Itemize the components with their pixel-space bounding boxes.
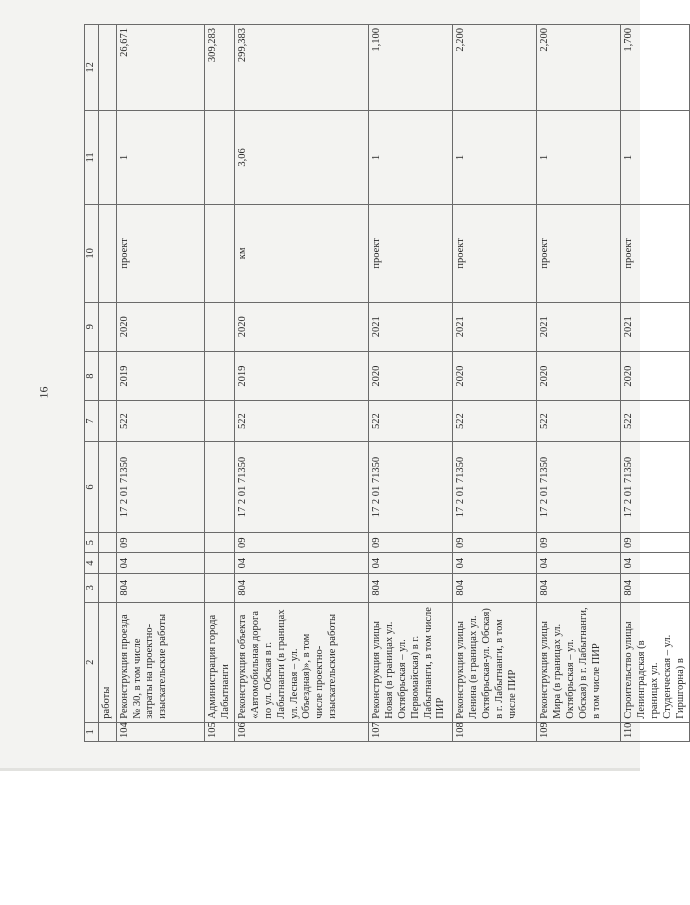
amount-cell: 2,200 <box>453 25 537 111</box>
row-number: 110 <box>621 722 690 741</box>
header-cell: 11 <box>85 110 99 204</box>
header-cell: 9 <box>85 302 99 351</box>
subsection-cell: 09 <box>369 533 453 553</box>
scan-edge <box>0 768 640 771</box>
section-cell <box>99 553 117 573</box>
target-item-cell: 17 2 01 71350 <box>453 441 537 532</box>
amount-cell <box>99 25 117 111</box>
code-cell: 804 <box>235 573 369 602</box>
start-year: 2020 <box>369 351 453 400</box>
table-row <box>537 25 621 742</box>
code-cell: 804 <box>369 573 453 602</box>
target-item-cell <box>204 441 235 532</box>
unit-cell <box>204 205 235 303</box>
expense-type-cell: 522 <box>235 401 369 442</box>
header-cell: 7 <box>85 401 99 442</box>
header-cell: 4 <box>85 553 99 573</box>
target-item-cell: 17 2 01 71350 <box>116 441 204 532</box>
start-year: 2020 <box>537 351 621 400</box>
subsection-cell <box>204 533 235 553</box>
table-row <box>621 25 690 742</box>
target-item-cell: 17 2 01 71350 <box>235 441 369 532</box>
quantity-cell: 1 <box>621 110 690 204</box>
header-cell: 6 <box>85 441 99 532</box>
unit-cell: проект <box>369 205 453 303</box>
row-number: 109 <box>537 722 621 741</box>
rotated-table-container <box>84 24 686 742</box>
row-number <box>99 722 117 741</box>
header-cell: 12 <box>85 25 99 111</box>
expense-type-cell: 522 <box>621 401 690 442</box>
header-cell: 2 <box>85 602 99 722</box>
code-cell: 804 <box>116 573 204 602</box>
item-name: работы <box>99 602 117 722</box>
row-number: 108 <box>453 722 537 741</box>
item-name: Реконструкция объекта «Автомобильная дорога по ул. Обская в г. Лабытнанги (в границах ул. Лесная – ул. Объездная)», в том числе проектно-изыскательские работы <box>235 602 369 722</box>
code-cell: 804 <box>453 573 537 602</box>
section-cell: 04 <box>453 553 537 573</box>
row-number: 104 <box>116 722 204 741</box>
item-name: Администрация города Лабытнанги <box>204 602 235 722</box>
row-number: 106 <box>235 722 369 741</box>
table-header-row <box>85 25 99 742</box>
item-name: Строительство улицы Ленинградская (в границах ул. Студенческая – ул. Гиршгорна) в <box>621 602 690 722</box>
page-number: 16 <box>36 386 51 399</box>
table-row <box>453 25 537 742</box>
code-cell: 804 <box>537 573 621 602</box>
quantity-cell: 1 <box>116 110 204 204</box>
expense-type-cell <box>99 401 117 442</box>
row-number: 107 <box>369 722 453 741</box>
header-cell: 3 <box>85 573 99 602</box>
start-year: 2020 <box>453 351 537 400</box>
unit-cell: проект <box>116 205 204 303</box>
item-name: Реконструкция улицы Мира (в границах ул. Октябрьская – ул. Обская) в г. Лабытнанги, в том числе ПИР <box>537 602 621 722</box>
section-cell: 04 <box>116 553 204 573</box>
start-year <box>99 351 117 400</box>
expense-type-cell: 522 <box>537 401 621 442</box>
header-cell: 8 <box>85 351 99 400</box>
end-year: 2021 <box>369 302 453 351</box>
section-cell: 04 <box>235 553 369 573</box>
item-name: Реконструкция улицы Ленина (в границах ул. Октябрьская-ул. Обская) в г. Лабытнанги, в том числе ПИР <box>453 602 537 722</box>
quantity-cell <box>99 110 117 204</box>
unit-cell: проект <box>621 205 690 303</box>
subsection-cell: 09 <box>453 533 537 553</box>
table-row <box>204 25 235 742</box>
amount-cell: 2,200 <box>537 25 621 111</box>
amount-cell: 1,100 <box>369 25 453 111</box>
unit-cell: проект <box>453 205 537 303</box>
header-cell: 1 <box>85 722 99 741</box>
amount-cell: 299,383 <box>235 25 369 111</box>
subsection-cell: 09 <box>116 533 204 553</box>
start-year <box>204 351 235 400</box>
quantity-cell: 1 <box>537 110 621 204</box>
section-cell: 04 <box>537 553 621 573</box>
header-cell: 5 <box>85 533 99 553</box>
section-cell: 04 <box>621 553 690 573</box>
end-year: 2021 <box>621 302 690 351</box>
expense-type-cell: 522 <box>369 401 453 442</box>
unit-cell: проект <box>537 205 621 303</box>
item-name: Реконструкция проезда № 30, в том числе затраты на проектно-изыскательские работы <box>116 602 204 722</box>
code-cell <box>204 573 235 602</box>
section-cell <box>204 553 235 573</box>
target-item-cell: 17 2 01 71350 <box>621 441 690 532</box>
end-year: 2020 <box>235 302 369 351</box>
expense-type-cell <box>204 401 235 442</box>
subsection-cell <box>99 533 117 553</box>
end-year <box>99 302 117 351</box>
table-row <box>235 25 369 742</box>
subsection-cell: 09 <box>537 533 621 553</box>
code-cell <box>99 573 117 602</box>
quantity-cell: 1 <box>453 110 537 204</box>
code-cell: 804 <box>621 573 690 602</box>
start-year: 2019 <box>116 351 204 400</box>
target-item-cell: 17 2 01 71350 <box>369 441 453 532</box>
quantity-cell <box>204 110 235 204</box>
amount-cell: 1,700 <box>621 25 690 111</box>
target-item-cell: 17 2 01 71350 <box>537 441 621 532</box>
header-cell: 10 <box>85 205 99 303</box>
quantity-cell: 1 <box>369 110 453 204</box>
end-year <box>204 302 235 351</box>
unit-cell <box>99 205 117 303</box>
item-name: Реконструкция улицы Новая (в границах ул. Октябрьская – ул. Первомайская) в г. Лабытнанги, в том числе ПИР <box>369 602 453 722</box>
end-year: 2021 <box>453 302 537 351</box>
end-year: 2020 <box>116 302 204 351</box>
amount-cell: 309,283 <box>204 25 235 111</box>
subsection-cell: 09 <box>621 533 690 553</box>
start-year: 2020 <box>621 351 690 400</box>
end-year: 2021 <box>537 302 621 351</box>
table-row <box>116 25 204 742</box>
unit-cell: км <box>235 205 369 303</box>
table-row <box>99 25 117 742</box>
budget-table <box>84 24 690 742</box>
expense-type-cell: 522 <box>116 401 204 442</box>
start-year: 2019 <box>235 351 369 400</box>
amount-cell: 26,671 <box>116 25 204 111</box>
subsection-cell: 09 <box>235 533 369 553</box>
row-number: 105 <box>204 722 235 741</box>
expense-type-cell: 522 <box>453 401 537 442</box>
target-item-cell <box>99 441 117 532</box>
quantity-cell: 3,06 <box>235 110 369 204</box>
table-row <box>369 25 453 742</box>
section-cell: 04 <box>369 553 453 573</box>
